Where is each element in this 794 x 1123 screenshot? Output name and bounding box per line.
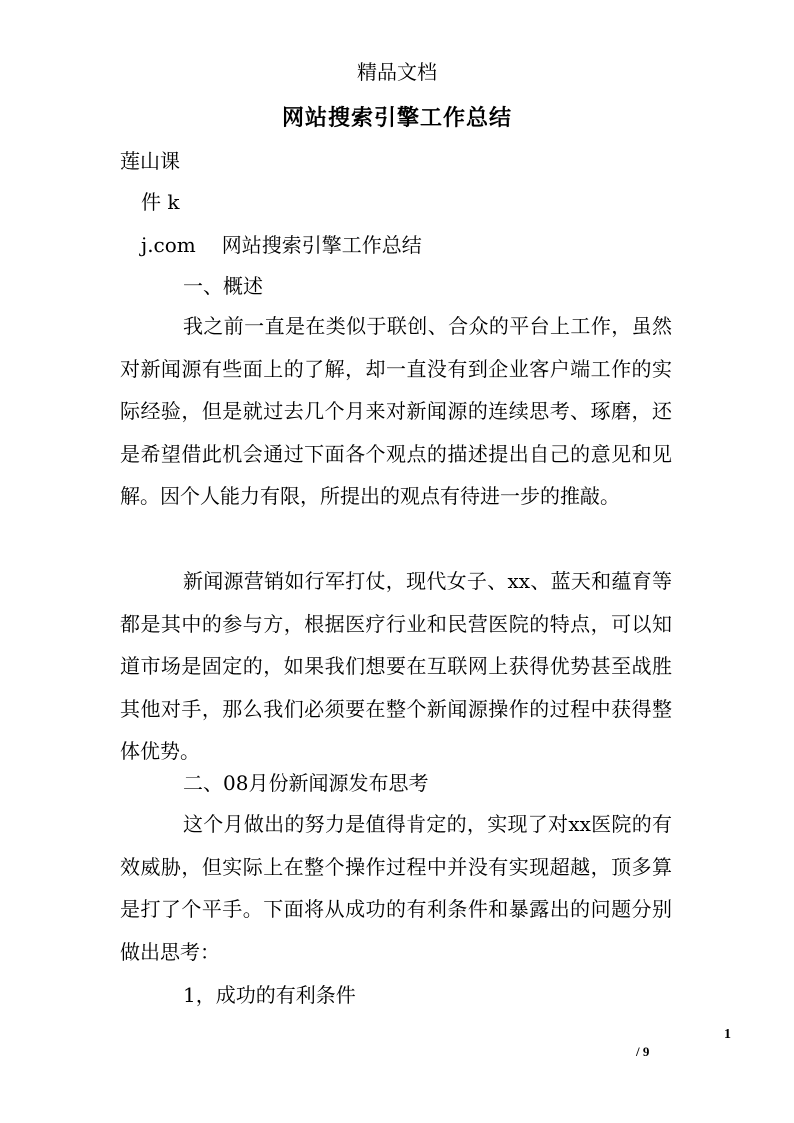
page-total: / 9 [636,1044,650,1059]
paragraph-3: 这个月做出的努力是值得肯定的，实现了对xx医院的有效威胁，但实际上在整个操作过程中并没有实现超越，顶多算是打了个平手。下面将从成功的有利条件和暴露出的问题分别做出思考： [120,812,672,964]
document-title: 网站搜索引擎工作总结 [281,105,512,131]
paragraph-1: 我之前一直是在类似于联创、合众的平台上工作，虽然对新闻源有些面上的了解，却一直没有到企业客户端工作的实际经验，但是就过去几个月来对新闻源的连续思考、琢磨，还是希望借此机会通过下面各个观点的描述提出自己的意见和见解。因个人能力有限，所提出的观点有待进一步的推敲。 [120,314,672,509]
section-1-heading: 一、概述 [183,274,263,298]
source-line-2: 件 k [141,190,180,214]
paragraph-2: 新闻源营销如行军打仗，现代女子、xx、蓝天和蕴育等都是其中的参与方，根据医疗行业和民营医院的特点，可以知道市场是固定的，如果我们想要在互联网上获得优势甚至战胜其他对手，那么我们必须要在整个新闻源操作的过程中获得整体优势。 [120,569,672,764]
source-line-1: 莲山课 [120,149,180,173]
source-line-3: j.com [141,233,196,257]
source-line-3-row [141,230,422,260]
section-2-heading: 二、08月份新闻源发布思考 [183,771,429,795]
page-number: 1 [724,1027,731,1042]
page-header: 精品文档 [357,60,437,84]
list-item-1: 1，成功的有利条件 [183,983,356,1007]
inline-title: 网站搜索引擎工作总结 [221,233,422,257]
